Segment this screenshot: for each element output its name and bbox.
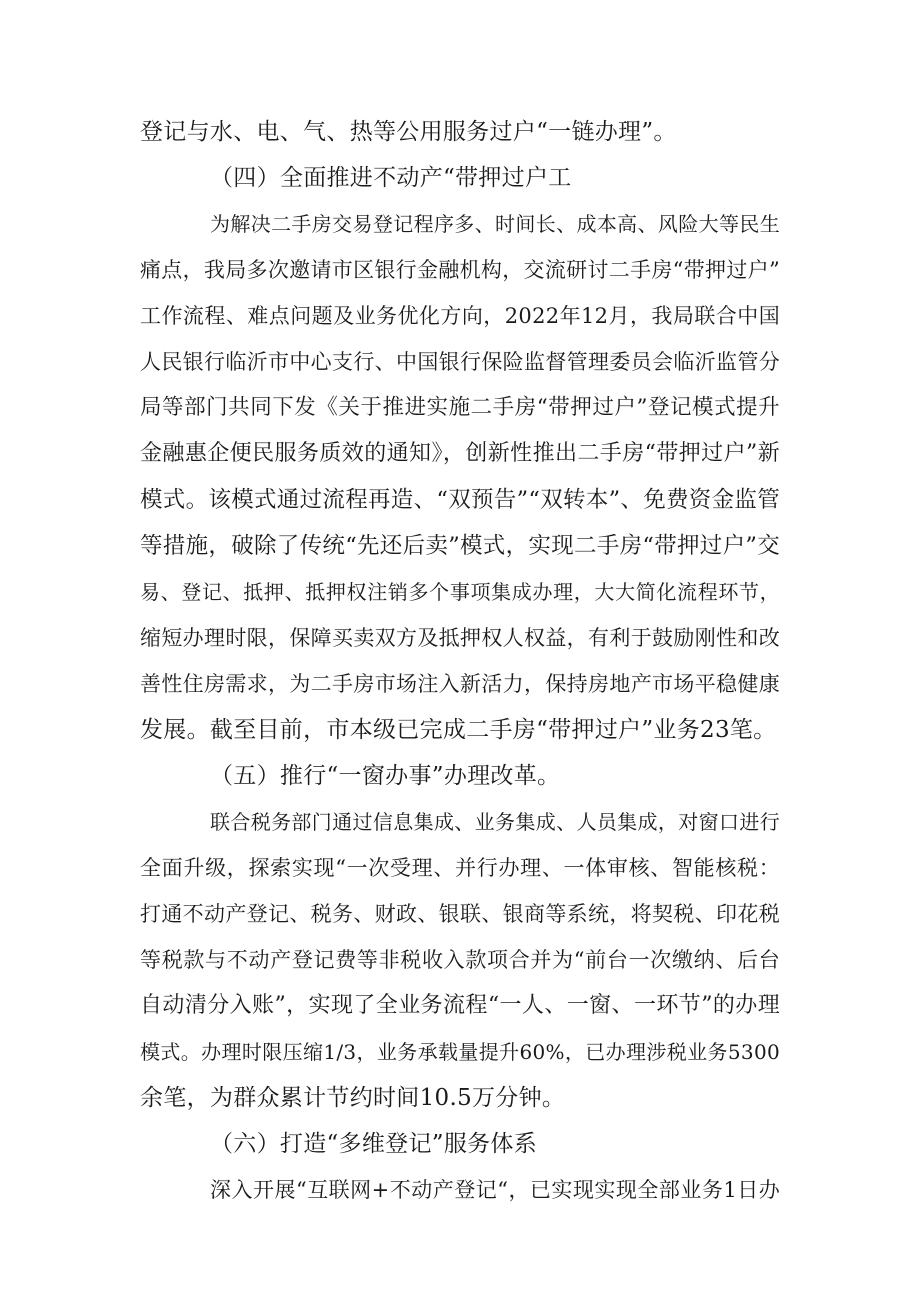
text-line: 易、登记、抵押、抵押权注销多个事项集成办理，大大简化流程环节， <box>140 580 780 604</box>
text-line: 发展。截至目前，市本级已完成二手房“带押过户”业务23笔。 <box>140 717 777 743</box>
text-line: 自动清分入账”，实现了全业务流程“一人、一窗、一环节”的办理 <box>140 993 780 1018</box>
section-heading: （五）推行“一窗办事”办理改革。 <box>210 763 561 789</box>
text-line: 为解决二手房交易登记程序多、时间长、成本高、风险大等民生 <box>210 212 780 236</box>
text-line: 金融惠企便民服务质效的通知》，创新性推出二手房“带押过户”新 <box>140 441 780 466</box>
text-line: 打通不动产登记、税务、财政、银联、银商等系统，将契税、印花税 <box>140 902 780 926</box>
text-line: 联合税务部门通过信息集成、业务集成、人员集成，对窗口进行 <box>210 810 780 834</box>
text-line: 局等部门共同下发《关于推进实施二手房“带押过户”登记模式提升 <box>140 395 780 420</box>
text-line: 模式。办理时限压缩1/3，业务承载量提升60%，已办理涉税业务5300 <box>140 1040 780 1064</box>
section-heading: （六）打造“多维登记”服务体系 <box>210 1131 538 1157</box>
text-line: 深入开展“互联网+不动产登记“，已实现实现全部业务1日办 <box>210 1178 780 1202</box>
text-line: 痛点，我局多次邀请市区银行金融机构，交流研讨二手房“带押过户” <box>140 258 780 282</box>
text-line: 善性住房需求，为二手房市场注入新活力，保持房地产市场平稳健康 <box>140 672 780 696</box>
text-line: 等税款与不动产登记费等非税收入款项合并为“前台一次缴纳、后台 <box>140 948 780 972</box>
section-heading: （四）全面推进不动产“带押过户工 <box>210 165 572 191</box>
text-line: 登记与水、电、气、热等公用服务过户“一链办理”。 <box>140 119 677 145</box>
text-line: 人民银行临沂市中心支行、中国银行保险监督管理委员会临沂监管分 <box>140 350 780 374</box>
text-line: 模式。该模式通过流程再造、“双预告”“双转本”、免费资金监管 <box>140 487 780 513</box>
text-line: 全面升级，探索实现“一次受理、并行办理、一体审核、智能核税： <box>140 856 780 880</box>
text-line: 等措施，破除了传统“先还后卖”模式，实现二手房“带押过户”交 <box>140 533 780 559</box>
text-line: 余笔，为群众累计节约时间10.5万分钟。 <box>140 1085 566 1111</box>
text-line: 工作流程、难点问题及业务优化方向，2022年12月，我局联合中国 <box>140 304 780 328</box>
text-line: 缩短办理时限，保障买卖双方及抵押权人权益，有利于鼓励刚性和改 <box>140 626 780 650</box>
